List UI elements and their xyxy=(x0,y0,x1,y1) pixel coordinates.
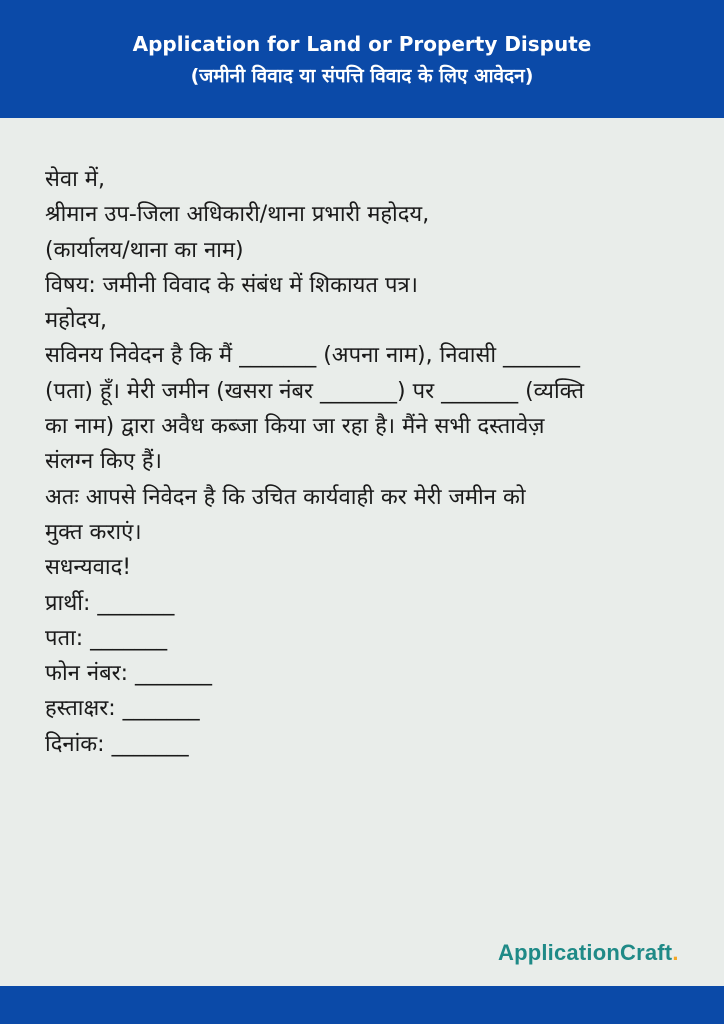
brand-logo xyxy=(498,940,679,966)
request-line: अतः आपसे निवेदन है कि उचित कार्यवाही कर मेरी जमीन को xyxy=(45,484,526,510)
recipient-office: (कार्यालय/थाना का नाम) xyxy=(45,237,244,263)
title-hindi: (जमीनी विवाद या संपत्ति विवाद के लिए आवेदन) xyxy=(190,65,534,87)
signature-field: हस्ताक्षर: _______ xyxy=(45,696,200,722)
salutation-to: सेवा में, xyxy=(45,167,105,192)
greeting: महोदय, xyxy=(45,308,107,334)
brand-logo-part2: Craft xyxy=(619,940,673,965)
brand-logo-dot: . xyxy=(672,940,679,965)
date-field: दिनांक: _______ xyxy=(45,731,189,757)
letter-body xyxy=(45,162,685,762)
applicant-field: प्रार्थी: _______ xyxy=(45,590,175,616)
brand-logo-part1: Application xyxy=(498,940,620,965)
subject-line: विषय: जमीनी विवाद के संबंध में शिकायत पत्र। xyxy=(45,272,418,298)
thanks-line: सधन्यवाद! xyxy=(45,555,132,581)
address-field: पता: _______ xyxy=(45,625,168,651)
phone-field: फोन नंबर: _______ xyxy=(45,661,213,687)
footer-bar xyxy=(0,986,724,1024)
recipient-designation: श्रीमान उप-जिला अधिकारी/थाना प्रभारी महोदय, xyxy=(45,202,430,228)
body-line: का नाम) द्वारा अवैध कब्जा किया जा रहा है। मैंने सभी दस्तावेज़ xyxy=(45,414,545,440)
title-english: Application for Land or Property Dispute xyxy=(132,32,592,56)
request-line: मुक्त कराएं। xyxy=(45,519,142,545)
body-line: संलग्न किए हैं। xyxy=(45,449,162,475)
header-banner xyxy=(0,0,724,118)
body-line: (पता) हूँ। मेरी जमीन (खसरा नंबर _______) पर _______ (व्यक्ति xyxy=(45,378,584,404)
body-line: सविनय निवेदन है कि मैं _______ (अपना नाम), निवासी _______ xyxy=(45,343,581,369)
